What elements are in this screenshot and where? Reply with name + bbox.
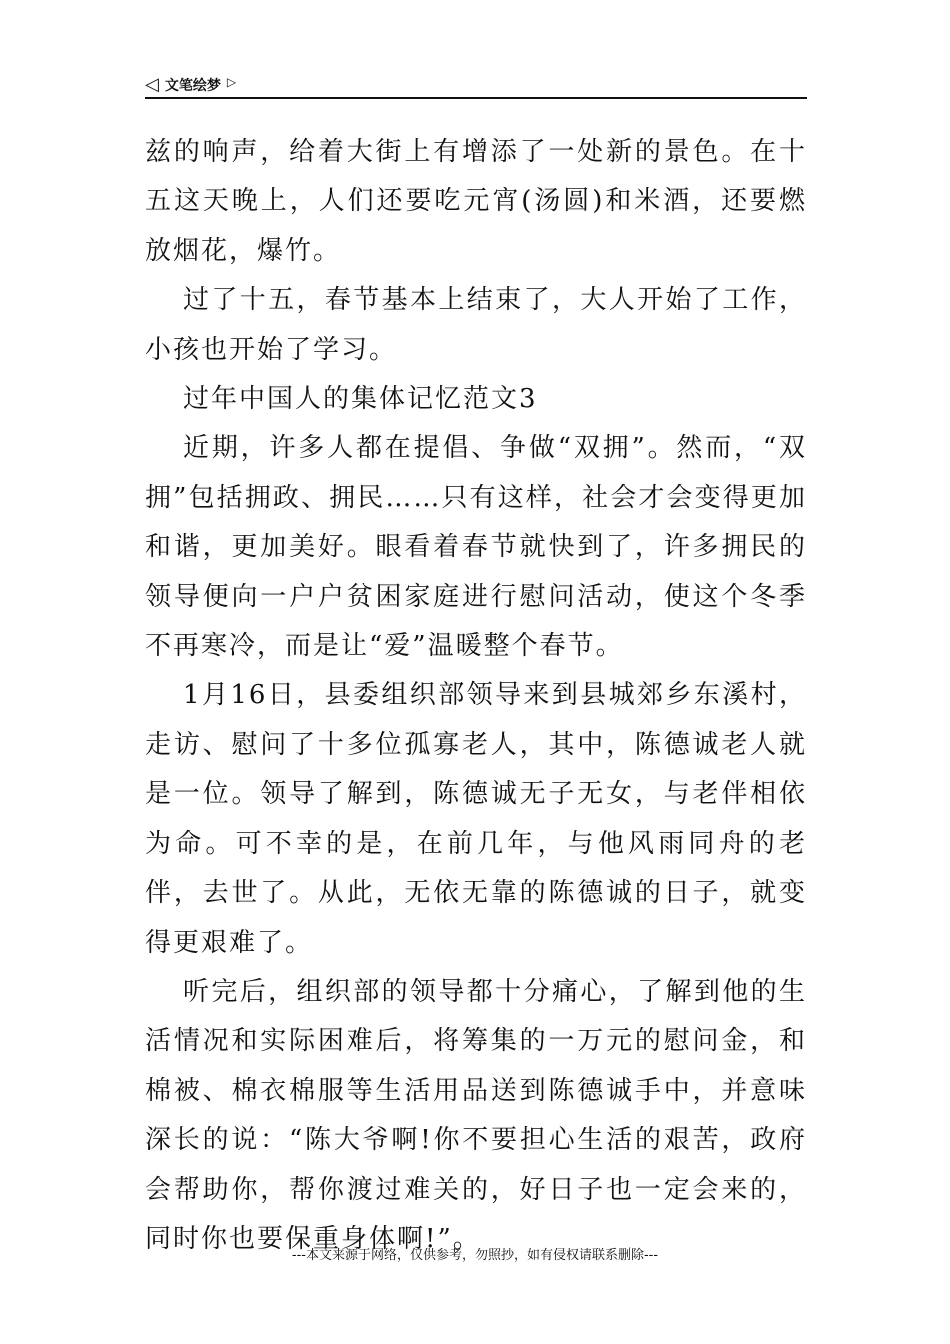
brand-name: 文笔绘梦 [164, 78, 221, 94]
section-heading: 过年中国人的集体记忆范文3 [183, 384, 538, 415]
triangle-right-icon: ▷ [226, 75, 237, 89]
document-body [145, 128, 807, 1264]
triangle-left-icon: ◁ [145, 74, 159, 95]
paragraph-1: 兹的响声，给着大街上有增添了一处新的景色。在十五这天晚上，人们还要吃元宵(汤圆)和米酒，还要燃放烟花，爆竹。 [145, 137, 807, 266]
paragraph-3: 近期，许多人都在提倡、争做“双拥”。然而，“双拥”包括拥政、拥民……只有这样，社会才会变得更加和谐，更加美好。眼看着春节就快到了，许多拥民的领导便向一户户贫困家庭进行慰问活动，使这个冬季不再寒冷，而是让“爱”温暖整个春节。 [145, 433, 807, 662]
paragraph-5: 听完后，组织部的领导都十分痛心，了解到他的生活情况和实际困难后，将筹集的一万元的慰问金，和棉被、棉衣棉服等生活用品送到陈德诚手中，并意味深长的说：“陈大爷啊!你不要担心生活的艰苦，政府会帮助你，帮你渡过难关的，好日子也一定会来的，同时你也要保重身体啊!”。 [145, 976, 807, 1254]
paragraph-4: 1月16日，县委组织部领导来到县城郊乡东溪村，走访、慰问了十多位孤寡老人，其中，陈德诚老人就是一位。领导了解到，陈德诚无子无女，与老伴相依为命。可不幸的是，在前几年，与他风雨同舟的老伴，去世了。从此，无依无靠的陈德诚的日子，就变得更艰难了。 [145, 680, 807, 958]
page-footer: ---本文来源于网络，仅供参考，勿照抄，如有侵权请联系删除--- [291, 1248, 659, 1263]
page-header [145, 72, 807, 98]
header-divider [145, 97, 807, 99]
paragraph-2: 过了十五，春节基本上结束了，大人开始了工作，小孩也开始了学习。 [145, 285, 807, 365]
